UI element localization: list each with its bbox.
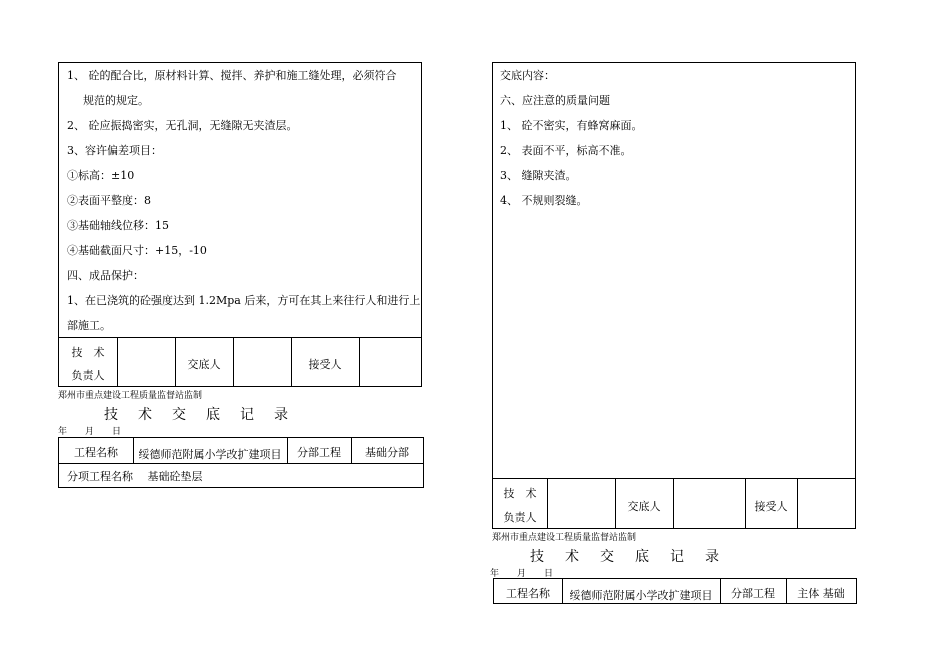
- right-date-line: 年 月 日: [490, 569, 554, 579]
- left-line-10: 1、在已浇筑的砼强度达到 1.2Mpa 后来，方可在其上来往行人和进行上: [67, 294, 421, 307]
- left-handover-label: 交底人: [187, 358, 221, 371]
- left-sign-divider-3: [233, 338, 234, 386]
- right-sign-row: [492, 478, 856, 529]
- right-sign-divider-1: [547, 479, 548, 528]
- right-project-table: [493, 578, 857, 604]
- left-line-9: 四、成品保护：: [67, 269, 144, 282]
- right-content-box: [492, 62, 856, 479]
- left-line-5: ①标高：±10: [67, 169, 135, 182]
- right-footer-org: 郑州市重点建设工程质量监督站监制: [492, 533, 637, 543]
- right-tech-lead-1: 技 术: [503, 487, 537, 500]
- right-handover-label: 交底人: [627, 500, 661, 513]
- left-subitem: 分项工程名称 基础砼垫层: [67, 470, 203, 483]
- left-line-8: ④基础截面尺寸：+15，-10: [67, 244, 207, 257]
- left-line-11: 部施工。: [67, 319, 111, 332]
- left-project-name: 绥德师范附属小学改扩建项目: [138, 448, 282, 461]
- left-line-3: 2、 砼应振捣密实，无孔洞，无缝隙无夹渣层。: [67, 119, 298, 132]
- left-line-2: 规范的规定。: [83, 94, 149, 107]
- left-project-row-divider: [59, 463, 423, 464]
- right-line-2: 六、应注意的质量问题: [500, 94, 610, 107]
- right-tech-lead-2: 负责人: [503, 511, 537, 524]
- left-line-7: ③基础轴线位移：15: [67, 219, 169, 232]
- right-project-name: 绥德师范附属小学改扩建项目: [569, 589, 713, 602]
- left-sign-divider-5: [359, 338, 360, 386]
- right-line-5: 3、 缝隙夹渣。: [500, 169, 577, 182]
- right-sign-divider-5: [797, 479, 798, 528]
- right-receiver-label: 接受人: [754, 500, 788, 513]
- left-line-1: 1、 砼的配合比，原材料计算、搅拌、养护和施工缝处理，必须符合: [67, 69, 397, 82]
- left-project-label: 工程名称: [74, 446, 118, 459]
- right-line-1: 交底内容：: [500, 69, 555, 82]
- right-division-value: 主体 基础: [797, 587, 845, 600]
- left-line-6: ②表面平整度：8: [67, 194, 151, 207]
- left-receiver-label: 接受人: [308, 358, 342, 371]
- right-division-label: 分部工程: [731, 587, 775, 600]
- left-project-table: [58, 437, 424, 488]
- left-record-title: 技 术 交 底 记 录: [104, 407, 288, 423]
- left-footer-org: 郑州市重点建设工程质量监督站监制: [58, 391, 203, 401]
- left-division-label: 分部工程: [297, 446, 341, 459]
- left-sign-row: [58, 337, 422, 387]
- right-line-4: 2、 表面不平，标高不准。: [500, 144, 632, 157]
- left-sign-divider-1: [117, 338, 118, 386]
- left-tech-lead-1: 技 术: [71, 346, 105, 359]
- right-record-title: 技 术 交 底 记 录: [530, 549, 719, 565]
- left-content-box: [58, 62, 422, 338]
- right-line-3: 1、 砼不密实，有蜂窝麻面。: [500, 119, 643, 132]
- left-tech-lead-2: 负责人: [71, 369, 105, 382]
- right-project-label: 工程名称: [506, 587, 550, 600]
- left-division-value: 基础分部: [365, 446, 409, 459]
- left-date-line: 年 月 日: [58, 427, 122, 437]
- left-line-4: 3、容许偏差项目：: [67, 144, 162, 157]
- right-line-6: 4、 不规则裂缝。: [500, 194, 588, 207]
- right-sign-divider-3: [673, 479, 674, 528]
